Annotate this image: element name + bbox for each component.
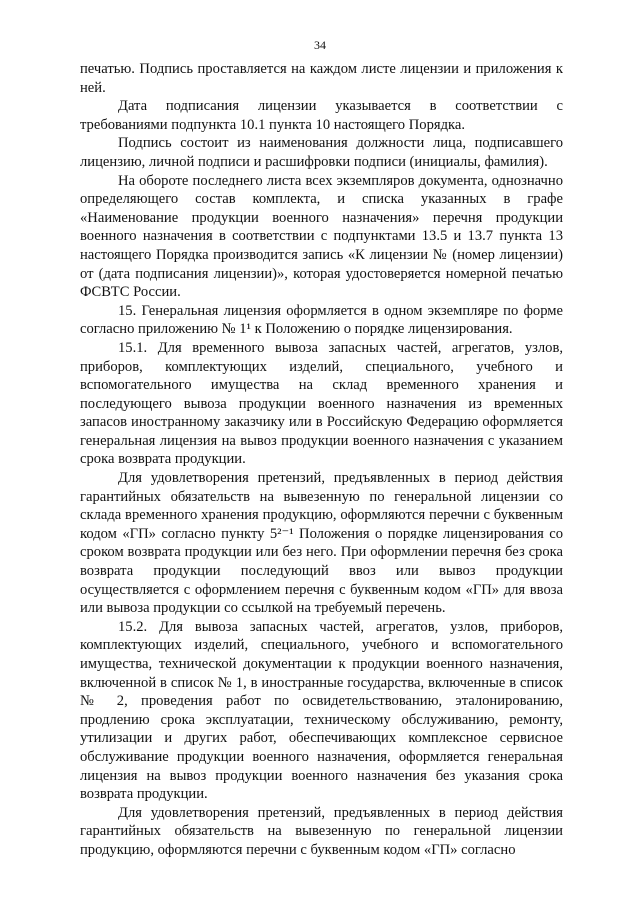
paragraph-reverse-side-record: На обороте последнего листа всех экземпляров документа, однозначно определяющего состав комплекта, и списка указанных в графе «Наименование продукции военного назначения» перечня продукции военного назначения в соответствии с подпунктами 13.5 и 13.7 пункта 13 настоящего Порядка производится запись «К лицензии № (номер лицензии) от (дата подписания лицензии)», которая удостоверяется номерной печатью ФСВТС России. [80,172,563,301]
paragraph-signing-date: Дата подписания лицензии указывается в соответствии с требованиями подпункта 10.1 пункта 10 настоящего Порядка. [80,98,563,133]
paragraph-continuation: печатью. Подпись проставляется на каждом листе лицензии и приложения к ней. [80,61,563,96]
paragraph-claims-1: Для удовлетворения претензий, предъявленных в период действия гарантийных обязательств на вывезенную по генеральной лицензии со склада временного хранения продукцию, оформляются перечни с буквенным кодом «ГП» согласно пункту 5²⁻¹ Положения о порядке лицензирования со сроком возврата продукции или без него. При оформлении перечня без срока возврата продукции последующий ввоз или вывоз продукции осуществляется с оформлением перечня с буквенным кодом «ГП» для ввоза или вывоза продукции со ссылкой на требуемый перечень. [80,470,563,617]
paragraph-15-2: 15.2. Для вывоза запасных частей, агрегатов, узлов, приборов, комплектующих изделий, специального, учебного и вспомогательного имущества, технической документации к продукции военного назначения, включенной в список № 1, в иностранные государства, включенные в список № 2, проведения работ по освидетельствованию, эталонированию, продлению срока эксплуатации, техническому обслуживанию, ремонту, утилизации и других работ, обеспечивающих комплексное сервисное обслуживание продукции военного назначения, оформляется генеральная лицензия на вывоз продукции военного назначения без указания срока возврата продукции. [80,618,563,803]
paragraph-15-1: 15.1. Для временного вывоза запасных частей, агрегатов, узлов, приборов, комплектующих изделий, специального, учебного и вспомогательного имущества на склад временного хранения и последующего вывоза продукции военного назначения из временных запасов иностранному заказчику или в Российскую Федерацию оформляется генеральная лицензия на вывоз продукции военного назначения с указанием срока возврата продукции. [80,339,563,468]
paragraph-signature: Подпись состоит из наименования должности лица, подписавшего лицензию, личной подписи и расшифровки подписи (инициалы, фамилия). [80,135,563,170]
page-number: 34 [314,38,326,52]
paragraph-claims-2: Для удовлетворения претензий, предъявленных в период действия гарантийных обязательств на вывезенную по генеральной лицензии продукцию, оформляются перечни с буквенным кодом «ГП» согласно [80,804,563,858]
document-body [80,60,563,860]
paragraph-15: 15. Генеральная лицензия оформляется в одном экземпляре по форме согласно приложению № 1¹ к Положению о порядке лицензирования. [80,302,563,338]
